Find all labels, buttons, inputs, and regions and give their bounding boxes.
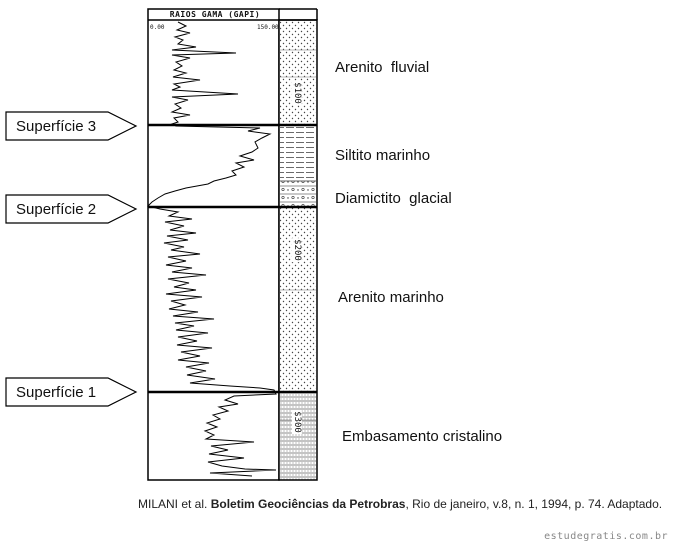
litho-fill-arenito-marinho (280, 208, 316, 391)
surface-2-label: Superfície 2 (16, 201, 97, 218)
log-header: RAIOS GAMA (GAPI) (169, 10, 261, 19)
surface-1-label: Superfície 1 (16, 384, 97, 401)
caption-details: , Rio de janeiro, v.8, n. 1, 1994, p. 74. Adaptado. (405, 497, 663, 511)
watermark: estudegratis.com.br (544, 531, 668, 542)
lithology-arenito-marinho: Arenito marinho (338, 289, 444, 306)
litho-fill-embasamento (280, 393, 316, 480)
caption-authors: MILANI et al. (138, 497, 208, 511)
litho-fill-diamictito (280, 181, 316, 207)
surface-3-label: Superfície 3 (16, 118, 97, 135)
lithology-arenito-fluvial: Arenito fluvial (335, 59, 430, 76)
source-caption (138, 497, 662, 511)
scale-max-label: 150.00 (257, 24, 279, 31)
litho-fill-arenito-fluvial (280, 20, 316, 125)
log-track (148, 9, 279, 480)
litho-fill-siltito (280, 126, 316, 181)
depth-mark-100: $100 (291, 82, 302, 104)
lithology-siltito-marinho: Siltito marinho (335, 147, 431, 164)
caption-journal: Boletim Geociências da Petrobras (210, 497, 406, 511)
lithology-diamictito-glacial: Diamictito glacial (335, 190, 452, 207)
depth-mark-200: $200 (291, 239, 302, 261)
scale-min-label: 0.00 (150, 24, 165, 31)
depth-mark-300: $300 (291, 411, 302, 433)
lithology-embasamento-cristalino: Embasamento cristalino (342, 428, 503, 445)
